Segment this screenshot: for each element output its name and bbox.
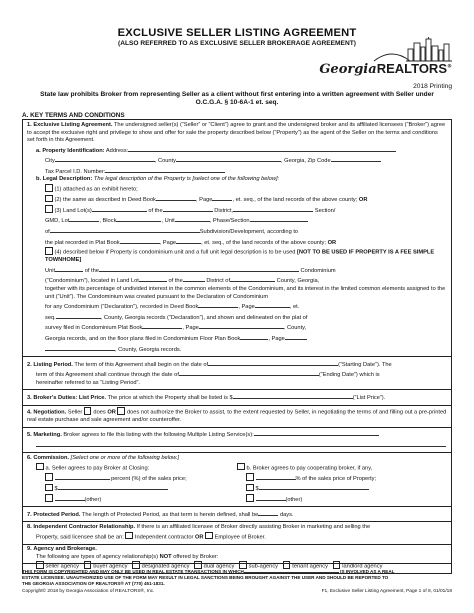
- seller-percent-checkbox[interactable]: [45, 473, 53, 481]
- legal-description-label: b. Legal Description:: [36, 176, 93, 183]
- condo-plat-book-label: survey filed in Condominium Plat Book: [45, 325, 143, 332]
- marketing-text: Broker agrees to file this listing with the following Multiple Listing Service(s):: [61, 432, 254, 439]
- tax-parcel-field[interactable]: [105, 166, 225, 173]
- mls-field[interactable]: [254, 429, 379, 436]
- plat-page-field[interactable]: [176, 237, 201, 244]
- city-field[interactable]: [55, 155, 155, 162]
- option-2-tail: , et. seq., of the land records of the above county;: [232, 197, 358, 204]
- option-1-checkbox[interactable]: [45, 184, 53, 192]
- condo-county-label: County, Georgia,: [276, 278, 320, 285]
- seller-label: Seller: [66, 409, 83, 416]
- broker-dollar-field[interactable]: [259, 483, 369, 490]
- copyright-notice: [22, 564, 452, 586]
- land-lot-label: (3) Land Lot(s): [54, 207, 92, 214]
- listing-period-label: hereinafter referred to as “Listing Period”.: [36, 379, 141, 386]
- condo-deed-book-field[interactable]: [198, 301, 238, 308]
- broker-percent-label: % of the sales price of Property;: [295, 475, 377, 482]
- seller-pays-checkbox[interactable]: [36, 463, 44, 471]
- independent-contractor-checkbox[interactable]: [125, 532, 133, 540]
- item-7-protected-period: [23, 507, 451, 522]
- licensee-label: Property, said licensee shall be an:: [36, 534, 124, 541]
- item-number: 9.: [27, 546, 32, 553]
- phase-label: , Phase/Section: [209, 218, 250, 225]
- condominium-label: Condominium: [300, 267, 336, 274]
- broker-pays-checkbox[interactable]: [237, 463, 245, 471]
- item-1-exclusive-listing: [23, 120, 451, 357]
- subdivision-label: Subdivision/Development, according to: [199, 228, 299, 235]
- plat-book-field[interactable]: [120, 237, 160, 244]
- city-label: City: [45, 158, 55, 165]
- option-2-text: (2) the same as described in Deed Book: [54, 197, 156, 204]
- commission-select-hint: [Select one or more of the following below.]: [69, 454, 180, 461]
- section-label: Section/: [314, 207, 336, 214]
- item-number: 5.: [27, 432, 32, 439]
- item-3-list-price: [23, 390, 451, 405]
- property-id-label: a. Property Identification:: [36, 147, 105, 154]
- negotiation-text: does not authorize the Broker to assist, to the extent requested by Seller, in negotiating the terms of and filling out a pre-printed real estate purchase and sale agreement and/or counteroffer.: [27, 409, 447, 424]
- protected-period-text: The length of Protected Period, as that term is herein defined, shall be: [80, 511, 259, 518]
- footer: [22, 563, 452, 594]
- footer-line-2: ESTATE LICENSEE. UNAUTHORIZED USE OF THE FORM MAY RESULT IN LEGAL SANCTIONS BEING BROUGHT AGAINST THE USER AND SHOULD BE REPORTED TO: [22, 574, 389, 580]
- employee-checkbox[interactable]: [205, 532, 213, 540]
- option-4-warning: [NOT TO BE USED IF PROPERTY IS A FEE SIMPLE TOWNHOME]: [45, 249, 435, 264]
- item-4-negotiation: [23, 406, 451, 428]
- footer-line-1b: IS INVOLVED AS A REAL: [340, 569, 395, 574]
- phase-field[interactable]: [250, 215, 308, 222]
- item-number: 4.: [27, 409, 32, 416]
- county-field[interactable]: [176, 155, 281, 162]
- list-price-tail: (“List Price”).: [352, 394, 386, 401]
- deed-page-field[interactable]: [212, 194, 232, 201]
- item-heading: Independent Contractor Relationship.: [33, 523, 136, 530]
- footer-line-3: THE GEORGIA ASSOCIATION OF REALTORS® AT (770) 451-1831.: [22, 580, 165, 586]
- zip-field[interactable]: [331, 155, 381, 162]
- land-lot-field[interactable]: [92, 205, 147, 212]
- condo-land-lot-field[interactable]: [139, 275, 167, 282]
- item-number: 1.: [27, 121, 32, 128]
- seller-pays-label: a. Seller agrees to pay Broker at Closing:: [45, 465, 150, 471]
- condo-page-field[interactable]: [255, 301, 290, 308]
- header: [22, 27, 452, 87]
- form-id-text: F1, Exclusive Seller Listing Agreement, Page 1 of 8, 01/01/18: [321, 589, 452, 595]
- broker-percent-checkbox[interactable]: [246, 473, 254, 481]
- item-text: The undersigned seller(s) (“Seller” or “Client”) agree to grant and the undersigned broker and its affiliated licensees (“Broker”) agree to accept the exclusive right and privilege to show and offer for sale the property described below (“Property”) as the agent of the Seller on the terms and conditions set forth in this Agreement.: [27, 121, 446, 144]
- designated-agency-label: designated agency: [141, 563, 190, 570]
- option-2-page-label: , Page: [195, 197, 213, 204]
- days-label: days.: [279, 511, 294, 518]
- does-label: does: [93, 409, 106, 416]
- item-heading: Commission.: [33, 454, 70, 461]
- tenant-agency-label: tenant agency: [292, 563, 328, 570]
- floor-plan-county-label: , County, Georgia records.: [115, 346, 182, 353]
- sub-agency-label: sub-agency: [248, 563, 279, 570]
- option-2-checkbox[interactable]: [45, 195, 53, 203]
- commission-columns: [27, 463, 447, 505]
- does-not-checkbox[interactable]: [117, 407, 125, 415]
- subdivision-field[interactable]: [50, 226, 200, 233]
- condo-land-lot-label: (“Condominium”), located in Land Lot: [45, 278, 139, 285]
- broker-dollar-checkbox[interactable]: [246, 484, 254, 492]
- seller-dollar-field[interactable]: [58, 483, 168, 490]
- condo-plat-page-field[interactable]: [199, 322, 229, 329]
- item-number: 3.: [27, 394, 32, 401]
- ending-date-field[interactable]: [179, 369, 319, 376]
- floor-plan-page-field[interactable]: [285, 333, 307, 340]
- licensee-name-field[interactable]: [244, 563, 339, 573]
- contractor-text: If there is an affiliated licensee of Broker directly assisting Broker in marketing and selling the: [135, 523, 371, 530]
- option-4-checkbox[interactable]: [45, 247, 53, 255]
- block-label: , Block: [99, 218, 117, 225]
- plat-tail: , et. seq., of the land records of the above county;: [201, 239, 326, 246]
- address-label: Address:: [105, 147, 129, 154]
- ending-date-label: (“Ending Date”) which is: [318, 372, 380, 379]
- of-the-label: of the: [148, 207, 163, 214]
- plat-page-label: , Page: [159, 239, 177, 246]
- mls-field-2[interactable]: [36, 440, 446, 447]
- printing-year: 2018 Printing: [413, 83, 452, 90]
- commission-broker-column: [237, 463, 447, 505]
- item-heading: Exclusive Listing Agreement.: [33, 121, 113, 128]
- condo-plat-county-label: , County,: [283, 325, 307, 332]
- document-title: EXCLUSIVE SELLER LISTING AGREEMENT: [117, 27, 357, 39]
- or-label: OR: [107, 409, 116, 416]
- item-heading: Marketing.: [33, 432, 62, 439]
- item-number: 6.: [27, 454, 32, 461]
- option-1-text: (1) attached as an exhibit hereto;: [54, 186, 138, 193]
- broker-dollar-label: $: [255, 486, 259, 493]
- logo-wordmark-accent: REALTORS: [376, 61, 447, 76]
- deed-book-field[interactable]: [156, 194, 196, 201]
- district-label: District,: [214, 207, 234, 214]
- unit-label: , Unit: [161, 218, 175, 225]
- seller-percent-label: percent (%) of the sales price;: [111, 475, 187, 482]
- option-3-checkbox[interactable]: [45, 205, 53, 213]
- footer-line-1a: THIS FORM IS COPYRIGHTED AND MAY ONLY BE USED IN REAL ESTATE TRANSACTIONS IN WHICH: [22, 569, 244, 574]
- broker-other-field[interactable]: [256, 494, 286, 501]
- footer-meta: [22, 589, 452, 594]
- key-terms-table: [22, 119, 452, 574]
- condo-seq-county-field[interactable]: [56, 312, 101, 319]
- condo-district-field[interactable]: [183, 275, 205, 282]
- section-field[interactable]: [233, 205, 313, 212]
- or-label: OR: [358, 197, 368, 204]
- floor-plan-county-field[interactable]: [45, 344, 115, 351]
- condo-paragraph: together with its percentage of undivided interest in the common elements of the Condominium, and its interest in the limited common elements assigned to the unit (“Unit”). The Condominium was created pursuant to the Declaration of Condominium: [45, 286, 446, 300]
- or-label: OR: [194, 534, 204, 541]
- copyright-text: Copyright© 2018 by Georgia Association of REALTORS®, Inc.: [22, 589, 155, 595]
- list-price-label: The price at which the Property shall be listed is $: [106, 394, 233, 401]
- seller-dollar-checkbox[interactable]: [45, 484, 53, 492]
- unit-field[interactable]: [175, 215, 210, 222]
- condo-et-label: , et.: [289, 304, 300, 311]
- document-subtitle: (ALSO REFERRED TO AS EXCLUSIVE SELLER BROKERAGE AGREEMENT): [118, 40, 356, 47]
- condo-plat-page-label: , Page: [182, 325, 199, 332]
- item-6-commission: [23, 453, 451, 507]
- seller-other-label: (other): [84, 496, 102, 503]
- condo-county-field[interactable]: [230, 275, 275, 282]
- starting-date-label: (“Starting Date”). The: [338, 361, 392, 368]
- condo-unit-field[interactable]: [55, 265, 83, 272]
- broker-pays-label: b. Broker agrees to pay cooperating broker, if any,: [246, 465, 373, 471]
- district-field[interactable]: [163, 205, 213, 212]
- georgia-realtors-logo: [319, 37, 452, 81]
- block-field[interactable]: [116, 215, 161, 222]
- condo-page-label: , Page: [238, 304, 255, 311]
- condo-seq-label: seq.: [45, 314, 56, 321]
- starting-date-field[interactable]: [208, 359, 338, 366]
- lot-field[interactable]: [69, 215, 99, 222]
- address-field[interactable]: [128, 145, 396, 152]
- item-heading: Listing Period.: [33, 361, 73, 368]
- state-law-notice: State law prohibits Broker from representing Seller as a client without first entering into a written agreement with Seller under O.C.G.A. § 10-6A-1 et. seq.: [40, 91, 434, 107]
- broker-other-checkbox[interactable]: [246, 494, 254, 502]
- legal-description-text: The legal description of the Property is [select one of the following below]:: [92, 176, 280, 183]
- condo-unit-label: Unit: [45, 267, 56, 274]
- item-number: 2.: [27, 361, 32, 368]
- logo-registered-mark: ®: [447, 63, 452, 70]
- listing-end-label: term of this Agreement shall continue through the date of: [36, 372, 179, 379]
- option-4-text: (4) described below if Property is condominium unit and a full unit legal description is to be used: [54, 249, 296, 256]
- tax-parcel-label: Tax Parcel I.D. Number:: [45, 168, 106, 175]
- item-heading: Negotiation.: [33, 409, 67, 416]
- item-5-marketing: [23, 428, 451, 454]
- skyline-logo-icon: [372, 37, 452, 63]
- zip-label: , Georgia, Zip Code: [280, 158, 331, 165]
- seller-other-field[interactable]: [55, 494, 85, 501]
- floor-plan-book-label: Georgia records, and on the floor plans filed in Condominium Floor Plan Book: [45, 335, 241, 342]
- item-8-independent-contractor: [23, 522, 451, 544]
- agency-tail: offered by Broker:: [173, 553, 219, 560]
- item-heading: Protected Period.: [33, 511, 81, 518]
- condo-plat-book-field[interactable]: [142, 322, 182, 329]
- independent-contractor-label: Independent contractor: [134, 534, 194, 541]
- or-label: OR: [327, 239, 337, 246]
- list-price-field[interactable]: [233, 392, 353, 399]
- logo-wordmark: [319, 61, 452, 77]
- item-2-listing-period: [23, 357, 451, 390]
- does-checkbox[interactable]: [84, 407, 92, 415]
- plat-book-label: the plat recorded in Plat Book: [45, 239, 120, 246]
- condo-district-label: District of: [206, 278, 231, 285]
- protected-days-field[interactable]: [258, 509, 278, 516]
- broker-percent-field[interactable]: [256, 473, 296, 480]
- condo-records-label: , County, Georgia records (“Declaration”), and shown and delineated on the plat of: [100, 314, 308, 321]
- floor-plan-book-field[interactable]: [240, 333, 268, 340]
- county-label: , County: [154, 158, 176, 165]
- section-a-heading: A. KEY TERMS AND CONDITIONS: [22, 112, 125, 120]
- of-label: of: [45, 228, 50, 235]
- seller-agency-label: seller agency: [45, 563, 80, 570]
- landlord-agency-label: landlord agency: [342, 563, 383, 570]
- employee-label: Employee of Broker.: [214, 534, 266, 541]
- item-heading: Agency and Brokerage.: [33, 546, 97, 553]
- commission-seller-column: [27, 463, 237, 505]
- listing-start-label: The term of this Agreement shall begin on the date of: [72, 361, 209, 368]
- seller-percent-field[interactable]: [55, 473, 110, 480]
- seller-dollar-label: $: [54, 486, 58, 493]
- condo-name-field[interactable]: [99, 265, 299, 272]
- agency-text: The following are types of agency relationship(s): [36, 553, 159, 560]
- dual-agency-label: dual agency: [203, 563, 235, 570]
- floor-plan-page-label: , Page: [268, 335, 285, 342]
- seller-other-checkbox[interactable]: [45, 494, 53, 502]
- buyer-agency-label: buyer agency: [93, 563, 128, 570]
- not-label: NOT: [159, 553, 172, 560]
- condo-of-the-label: of the: [84, 267, 99, 274]
- gmd-lot-label: GMD, Lot: [45, 218, 70, 225]
- item-number: 8.: [27, 523, 32, 530]
- item-heading: Broker’s Duties: List Price.: [33, 394, 107, 401]
- condo-deed-book-label: for any Condominium (“Declaration”), recorded in Deed Book: [45, 304, 199, 311]
- condo-plat-county-field[interactable]: [229, 322, 284, 329]
- broker-other-label: (other): [285, 496, 303, 503]
- condo-of-the-2: of the: [168, 278, 183, 285]
- logo-wordmark-main: Georgia: [319, 62, 377, 77]
- item-number: 7.: [27, 511, 32, 518]
